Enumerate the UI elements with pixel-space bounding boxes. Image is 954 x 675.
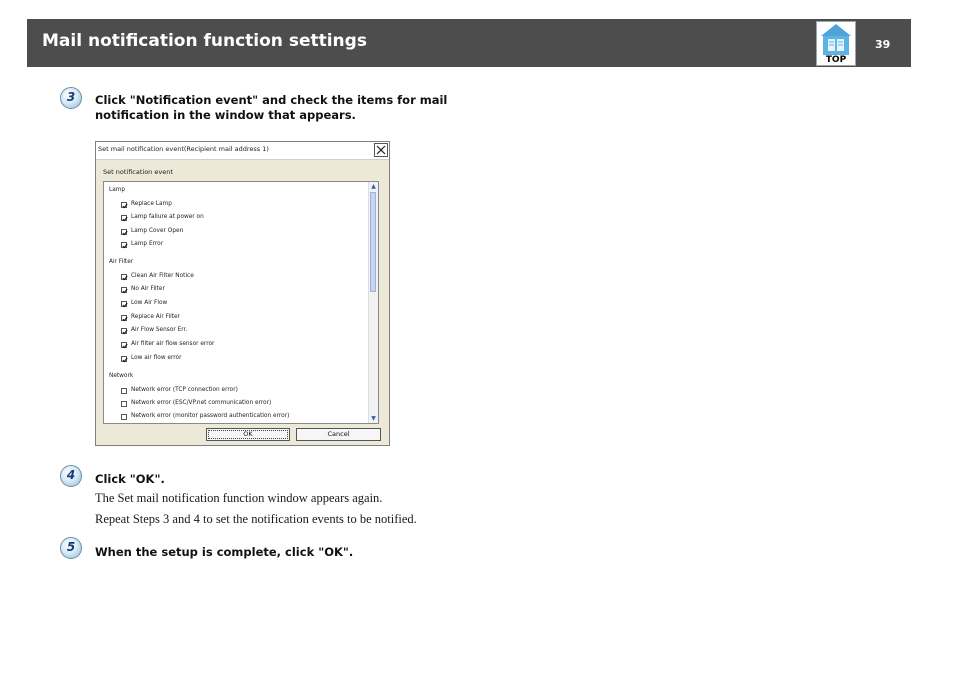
scrollbar-thumb[interactable]: [370, 192, 376, 292]
ok-button[interactable]: OK: [206, 428, 290, 441]
item-label: Air filter air flow sensor error: [131, 341, 215, 347]
step-body-text: The Set mail notification function window appears again.: [95, 491, 383, 505]
item-label: Lamp failure at power on: [131, 214, 204, 220]
step-number-badge: [60, 465, 82, 487]
checkbox-checked-icon[interactable]: [121, 202, 127, 208]
cancel-button[interactable]: Cancel: [296, 428, 381, 441]
checkbox-checked-icon[interactable]: [121, 342, 127, 348]
dialog-titlebar: [96, 142, 389, 160]
item-label: No Air Filter: [131, 286, 165, 292]
step-number-badge: [60, 537, 82, 559]
item-label: Low air flow error: [131, 355, 182, 361]
step-heading-line: Click "Notification event" and check the items for mail: [95, 93, 448, 107]
event-list[interactable]: [103, 181, 379, 424]
item-label: Network error (monitor password authentication error): [131, 413, 290, 419]
step-heading-line: notification in the window that appears.: [95, 108, 356, 122]
category-label-air-filter: Air Filter: [109, 259, 134, 265]
item-label: Replace Air Filter: [131, 314, 180, 320]
item-label: Lamp Error: [131, 241, 164, 247]
step-number: 3: [66, 90, 76, 104]
top-button-label: TOP: [825, 55, 847, 65]
checkbox-checked-icon[interactable]: [121, 356, 127, 362]
checkbox-checked-icon[interactable]: [121, 315, 127, 321]
book-top-icon: [817, 22, 855, 56]
item-label: Network error (TCP connection error): [131, 387, 238, 393]
checkbox-checked-icon[interactable]: [121, 274, 127, 280]
close-icon[interactable]: [374, 143, 388, 157]
page-header: [27, 19, 911, 67]
step-heading: When the setup is complete, click "OK".: [95, 545, 354, 559]
step-number: 5: [66, 540, 76, 554]
checkbox-unchecked-icon[interactable]: [121, 414, 127, 420]
checkbox-unchecked-icon[interactable]: [121, 388, 127, 394]
step-heading: [95, 93, 447, 123]
page-title: Mail notification function settings: [42, 31, 367, 51]
notification-event-dialog: [95, 141, 390, 446]
checkbox-checked-icon[interactable]: [121, 229, 127, 235]
category-label-lamp: Lamp: [109, 187, 126, 193]
item-label: Clean Air Filter Notice: [131, 273, 194, 279]
top-button[interactable]: [816, 21, 856, 66]
checkbox-unchecked-icon[interactable]: [121, 401, 127, 407]
category-label-network: Network: [109, 373, 134, 379]
item-label: Lamp Cover Open: [131, 228, 184, 234]
checkbox-checked-icon[interactable]: [121, 301, 127, 307]
group-label: Set notification event: [103, 168, 173, 176]
item-label: Low Air Flow: [131, 300, 168, 306]
list-scrollbar[interactable]: [368, 182, 378, 423]
scroll-up-icon[interactable]: ▲: [369, 182, 378, 191]
dialog-title: Set mail notification event(Recipient mail address 1): [98, 145, 269, 153]
checkbox-checked-icon[interactable]: [121, 328, 127, 334]
item-label: Network error (ESC/VP.net communication error): [131, 400, 272, 406]
item-label: Air Flow Sensor Err.: [131, 327, 188, 333]
step-number: 4: [66, 468, 76, 482]
scroll-down-icon[interactable]: ▼: [369, 414, 378, 423]
step-heading: Click "OK".: [95, 472, 165, 486]
item-label: Replace Lamp: [131, 201, 172, 207]
page-number: 39: [875, 38, 891, 51]
step-body-text: Repeat Steps 3 and 4 to set the notification events to be notified.: [95, 512, 417, 526]
step-number-badge: [60, 87, 82, 109]
checkbox-checked-icon[interactable]: [121, 287, 127, 293]
checkbox-checked-icon[interactable]: [121, 215, 127, 221]
checkbox-checked-icon[interactable]: [121, 242, 127, 248]
